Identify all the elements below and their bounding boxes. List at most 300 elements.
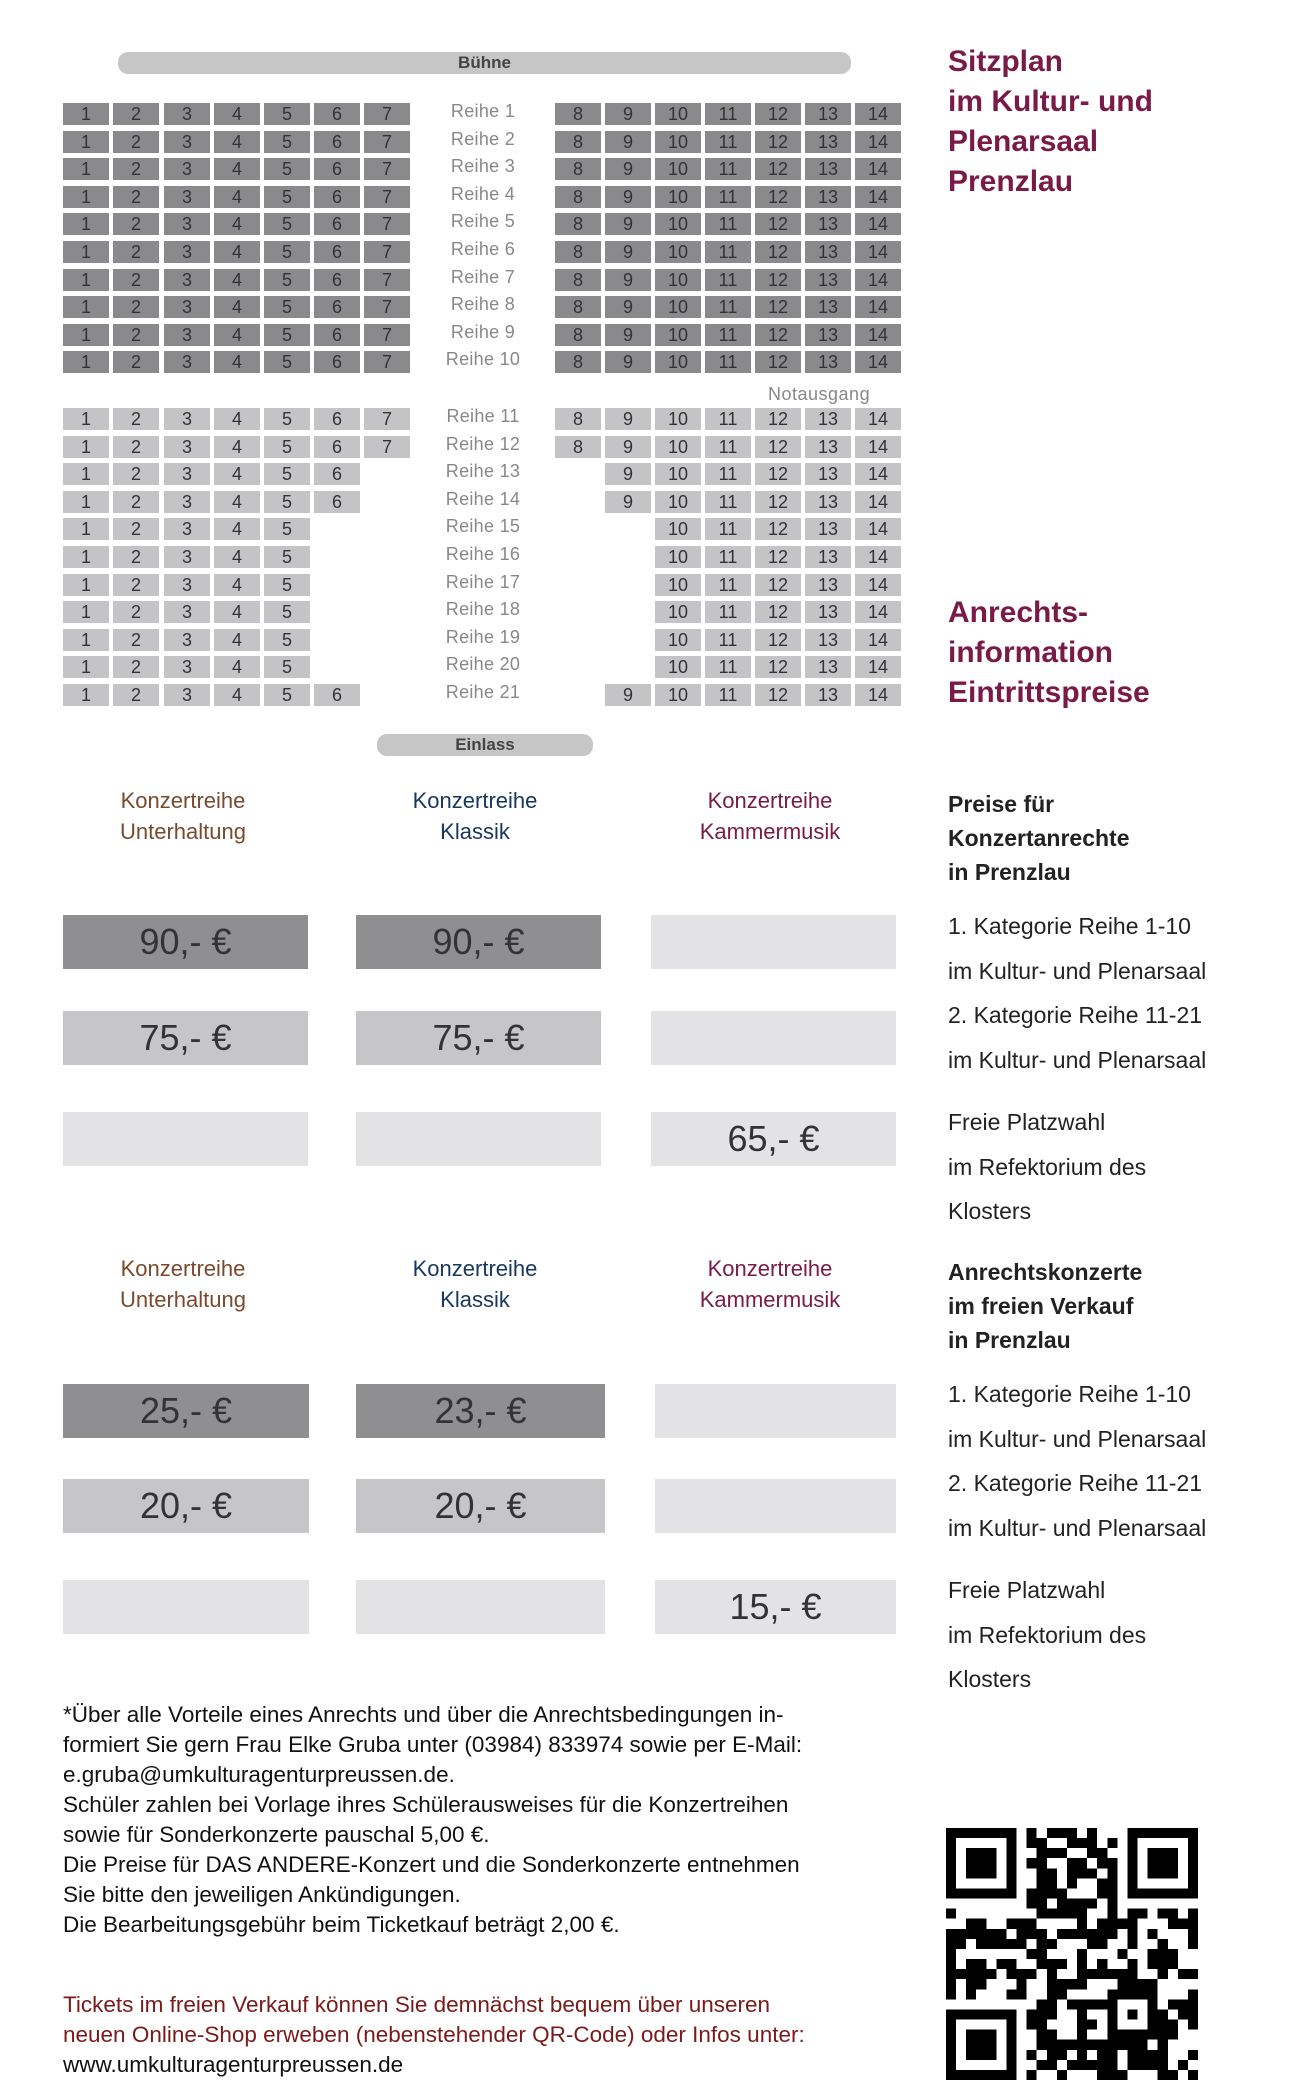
- seat: 1: [63, 601, 109, 623]
- seat: 13: [805, 546, 851, 568]
- seat: 6: [314, 463, 360, 485]
- seat: 12: [755, 131, 801, 153]
- seat: 9: [605, 324, 651, 346]
- seat: 9: [605, 491, 651, 513]
- seat: 10: [655, 546, 701, 568]
- seat: 8: [555, 131, 601, 153]
- seat: 8: [555, 213, 601, 235]
- seat: 1: [63, 684, 109, 706]
- seat: 10: [655, 296, 701, 318]
- seat: 8: [555, 296, 601, 318]
- seat: 1: [63, 158, 109, 180]
- section-heading-line: im freien Verkauf: [948, 1293, 1134, 1319]
- seat: 11: [705, 463, 751, 485]
- seat: 6: [314, 436, 360, 458]
- seat: 12: [755, 463, 801, 485]
- seat: 5: [264, 213, 310, 235]
- seat: 5: [264, 241, 310, 263]
- entrance-label: Einlass: [455, 735, 515, 754]
- seat: 11: [705, 324, 751, 346]
- info-line: 2. Kategorie Reihe 11-21: [948, 1470, 1203, 1496]
- website-link[interactable]: www.umkulturagenturpreussen.de: [63, 2052, 404, 2077]
- seat: 1: [63, 491, 109, 513]
- column-header-line: Konzertreihe: [120, 1256, 246, 1281]
- price-klassik-kat2: 75,- €: [356, 1011, 601, 1065]
- seat: 2: [113, 574, 159, 596]
- footnote: [63, 1700, 903, 1940]
- seat: 14: [855, 601, 901, 623]
- section-heading-line: Konzertanrechte: [948, 825, 1130, 851]
- price-klassik-frei: [356, 1580, 605, 1634]
- seat: 4: [214, 629, 260, 651]
- info-line: Freie Platzwahl: [948, 1577, 1106, 1603]
- seat: 13: [805, 463, 851, 485]
- seat: 14: [855, 269, 901, 291]
- row-label: Reihe 20: [445, 654, 521, 675]
- seat: 4: [214, 131, 260, 153]
- info-line: Klosters: [948, 1666, 1032, 1692]
- seat: 10: [655, 158, 701, 180]
- seat: 13: [805, 629, 851, 651]
- seat: 3: [164, 158, 210, 180]
- row-label: Reihe 13: [445, 461, 521, 482]
- column-header-line: Kammermusik: [699, 1287, 841, 1312]
- seat: 4: [214, 436, 260, 458]
- seat: 5: [264, 269, 310, 291]
- seat: 9: [605, 241, 651, 263]
- row-label: Reihe 9: [450, 321, 516, 342]
- seat: 4: [214, 408, 260, 430]
- seat: 3: [164, 269, 210, 291]
- seat: 7: [364, 131, 410, 153]
- seat: 3: [164, 601, 210, 623]
- row-label: Reihe 8: [450, 294, 516, 315]
- title-line: im Kultur- und: [948, 85, 1153, 118]
- seat: 6: [314, 351, 360, 373]
- seat: 9: [605, 436, 651, 458]
- seat: 14: [855, 574, 901, 596]
- row-label: Reihe 14: [445, 488, 521, 509]
- footnote-line: Schüler zahlen bei Vorlage ihres Schülerausweises für die Konzertreihen: [63, 1792, 789, 1817]
- seat: 4: [214, 351, 260, 373]
- column-header-unterhaltung: [58, 1253, 308, 1315]
- price-kammermusik-frei: 15,- €: [655, 1580, 896, 1634]
- seat: 11: [705, 574, 751, 596]
- info-line: Freie Platzwahl: [948, 1109, 1106, 1135]
- column-header-kammermusik: [645, 785, 895, 847]
- seat: 9: [605, 158, 651, 180]
- seat: 14: [855, 408, 901, 430]
- seat: 7: [364, 408, 410, 430]
- seat: 5: [264, 436, 310, 458]
- seat: 8: [555, 241, 601, 263]
- row-label: Reihe 6: [450, 239, 516, 259]
- seat: 13: [805, 408, 851, 430]
- column-header-kammermusik: [645, 1253, 895, 1315]
- seat: 8: [555, 186, 601, 208]
- seat: 10: [655, 408, 701, 430]
- seat: 5: [264, 131, 310, 153]
- seat: 11: [705, 684, 751, 706]
- entrance-bar: [377, 734, 593, 756]
- seat: 3: [164, 351, 210, 373]
- footnote-line: *Über alle Vorteile eines Anrechts und über die Anrechtsbedingungen in-: [63, 1702, 784, 1727]
- seat: 3: [164, 296, 210, 318]
- seat: 12: [755, 351, 801, 373]
- seat: 13: [805, 213, 851, 235]
- seat: 4: [214, 241, 260, 263]
- seat: 7: [364, 158, 410, 180]
- seat: 4: [214, 269, 260, 291]
- seat: 4: [214, 656, 260, 678]
- price-kammermusik-frei: 65,- €: [651, 1112, 896, 1166]
- price-klassik-frei: [356, 1112, 601, 1166]
- seat: 1: [63, 408, 109, 430]
- seat: 4: [214, 491, 260, 513]
- subtitle-line: Anrechts-: [948, 596, 1089, 629]
- column-header-line: Konzertreihe: [412, 788, 538, 813]
- section2-heading: [948, 1255, 1142, 1357]
- seat: 2: [113, 601, 159, 623]
- seat: 10: [655, 574, 701, 596]
- row-label: Reihe 15: [445, 516, 521, 537]
- seat: 3: [164, 436, 210, 458]
- seat: 13: [805, 296, 851, 318]
- seat: 13: [805, 324, 851, 346]
- seat: 6: [314, 186, 360, 208]
- seat: 1: [63, 629, 109, 651]
- seat: 10: [655, 213, 701, 235]
- seat: 1: [63, 186, 109, 208]
- seat: 1: [63, 131, 109, 153]
- seat: 14: [855, 491, 901, 513]
- seat: 5: [264, 103, 310, 125]
- info-line: 1. Kategorie Reihe 1-10: [948, 1381, 1191, 1407]
- seat: 11: [705, 241, 751, 263]
- seat: 9: [605, 463, 651, 485]
- seat: 3: [164, 684, 210, 706]
- price-unterhaltung-kat2: 75,- €: [63, 1011, 308, 1065]
- seat: 9: [605, 213, 651, 235]
- seat: 6: [314, 684, 360, 706]
- seat: 12: [755, 296, 801, 318]
- seat: 11: [705, 296, 751, 318]
- seat: 11: [705, 103, 751, 125]
- seat: 8: [555, 103, 601, 125]
- seat: 3: [164, 324, 210, 346]
- seat: 2: [113, 241, 159, 263]
- seat: 2: [113, 491, 159, 513]
- seat: 4: [214, 574, 260, 596]
- row-label: Reihe 16: [445, 544, 521, 564]
- row-label: Reihe 21: [445, 682, 521, 702]
- section2-free-seating-info: [948, 1568, 1146, 1702]
- seat: 4: [214, 684, 260, 706]
- seat: 12: [755, 103, 801, 125]
- seat: 13: [805, 158, 851, 180]
- column-header-line: Konzertreihe: [412, 1256, 538, 1281]
- seat: 11: [705, 436, 751, 458]
- seat: 13: [805, 601, 851, 623]
- section1-heading: [948, 787, 1129, 889]
- footnote-line: sowie für Sonderkonzerte pauschal 5,00 €.: [63, 1822, 490, 1847]
- seat: 13: [805, 574, 851, 596]
- seat: 7: [364, 186, 410, 208]
- seat: 5: [264, 158, 310, 180]
- seat: 14: [855, 213, 901, 235]
- seat: 2: [113, 684, 159, 706]
- seat: 5: [264, 324, 310, 346]
- seat: 1: [63, 324, 109, 346]
- info-line: Klosters: [948, 1198, 1032, 1224]
- seat: 6: [314, 269, 360, 291]
- seat: 5: [264, 296, 310, 318]
- seat: 1: [63, 546, 109, 568]
- price-klassik-kat1: 23,- €: [356, 1384, 605, 1438]
- column-header-line: Kammermusik: [699, 819, 841, 844]
- column-header-line: Unterhaltung: [120, 819, 246, 844]
- row-label: Reihe 12: [445, 433, 521, 454]
- seat: 11: [705, 546, 751, 568]
- seat: 6: [314, 213, 360, 235]
- seat: 5: [264, 629, 310, 651]
- column-header-line: Konzertreihe: [707, 1256, 833, 1281]
- seat: 6: [314, 408, 360, 430]
- seat: 5: [264, 574, 310, 596]
- seat: 7: [364, 351, 410, 373]
- seat: 4: [214, 186, 260, 208]
- ticket-info-line: neuen Online-Shop erweben (nebenstehender QR-Code) oder Infos unter:: [63, 2022, 805, 2047]
- seat: 5: [264, 351, 310, 373]
- seat: 2: [113, 158, 159, 180]
- seat: 12: [755, 186, 801, 208]
- seat: 5: [264, 684, 310, 706]
- column-header-klassik: [350, 785, 600, 847]
- seat: 10: [655, 103, 701, 125]
- seat: 4: [214, 463, 260, 485]
- seat: 8: [555, 324, 601, 346]
- column-header-line: Unterhaltung: [120, 1287, 246, 1312]
- seat: 1: [63, 463, 109, 485]
- seat: 13: [805, 269, 851, 291]
- seat: 8: [555, 269, 601, 291]
- seat: 6: [314, 158, 360, 180]
- seat: 3: [164, 131, 210, 153]
- seat: 10: [655, 269, 701, 291]
- section-heading-line: Preise für: [948, 791, 1055, 817]
- seat: 12: [755, 324, 801, 346]
- price-klassik-kat2: 20,- €: [356, 1479, 605, 1533]
- seat: 2: [113, 518, 159, 540]
- column-header-line: Konzertreihe: [707, 788, 833, 813]
- seat: 10: [655, 324, 701, 346]
- seat: 5: [264, 186, 310, 208]
- footnote-line: Die Preise für DAS ANDERE-Konzert und die Sonderkonzerte entnehmen: [63, 1852, 800, 1877]
- seat: 9: [605, 408, 651, 430]
- seat: 2: [113, 103, 159, 125]
- seat: 10: [655, 351, 701, 373]
- seat: 5: [264, 463, 310, 485]
- seat: 9: [605, 684, 651, 706]
- footnote-line: e.gruba@umkulturagenturpreussen.de.: [63, 1762, 455, 1787]
- seat: 4: [214, 518, 260, 540]
- seat: 3: [164, 574, 210, 596]
- seat: 11: [705, 131, 751, 153]
- seat: 12: [755, 546, 801, 568]
- seat: 2: [113, 436, 159, 458]
- ticket-info-line: Tickets im freien Verkauf können Sie demnächst bequem über unseren: [63, 1992, 771, 2017]
- seat: 12: [755, 574, 801, 596]
- footnote-line: Sie bitte den jeweiligen Ankündigungen.: [63, 1882, 461, 1907]
- section1-free-seating-info: [948, 1100, 1146, 1234]
- price-unterhaltung-kat2: 20,- €: [63, 1479, 309, 1533]
- stage-label: Bühne: [458, 53, 511, 72]
- seat: 1: [63, 656, 109, 678]
- row-label: Reihe 5: [450, 211, 516, 232]
- seat: 8: [555, 351, 601, 373]
- seat: 14: [855, 463, 901, 485]
- seat: 12: [755, 158, 801, 180]
- seat: 14: [855, 546, 901, 568]
- row-label: Reihe 11: [446, 406, 520, 426]
- title-line: Prenzlau: [948, 165, 1074, 198]
- seat: 2: [113, 546, 159, 568]
- qr-code-icon[interactable]: [946, 1828, 1198, 2080]
- seat: 12: [755, 518, 801, 540]
- seat: 6: [314, 296, 360, 318]
- seat: 14: [855, 684, 901, 706]
- seat: 5: [264, 491, 310, 513]
- seat: 14: [855, 351, 901, 373]
- seat: 12: [755, 629, 801, 651]
- seat: 10: [655, 186, 701, 208]
- seat: 6: [314, 241, 360, 263]
- seat: 12: [755, 656, 801, 678]
- stage-bar: [118, 52, 851, 74]
- seat: 7: [364, 296, 410, 318]
- footnote-line: Die Bearbeitungsgebühr beim Ticketkauf beträgt 2,00 €.: [63, 1912, 620, 1937]
- seat: 4: [214, 158, 260, 180]
- seat: 11: [705, 656, 751, 678]
- seat: 14: [855, 158, 901, 180]
- seat: 12: [755, 436, 801, 458]
- row-label: Reihe 7: [450, 266, 516, 287]
- info-line: 2. Kategorie Reihe 11-21: [948, 1002, 1203, 1028]
- seat: 6: [314, 491, 360, 513]
- seat: 10: [655, 436, 701, 458]
- seat: 2: [113, 186, 159, 208]
- seat: 6: [314, 103, 360, 125]
- seat: 10: [655, 491, 701, 513]
- seat: 1: [63, 351, 109, 373]
- seat: 2: [113, 408, 159, 430]
- seat: 11: [705, 213, 751, 235]
- row-label: Reihe 19: [445, 626, 521, 647]
- row-label: Reihe 10: [445, 349, 521, 370]
- seat: 13: [805, 491, 851, 513]
- column-header-line: Klassik: [440, 1287, 510, 1312]
- seat: 3: [164, 629, 210, 651]
- section-heading-line: Anrechtskonzerte: [948, 1259, 1143, 1285]
- seat: 10: [655, 629, 701, 651]
- seat: 2: [113, 656, 159, 678]
- info-line: im Refektorium des: [948, 1153, 1147, 1180]
- section1-category-info: [948, 904, 1206, 1082]
- seat: 3: [164, 463, 210, 485]
- seat: 12: [755, 684, 801, 706]
- seat: 9: [605, 269, 651, 291]
- subtitle-line: Eintrittspreise: [948, 676, 1150, 709]
- seat: 2: [113, 296, 159, 318]
- seat: 4: [214, 546, 260, 568]
- info-line: im Kultur- und Plenarsaal: [948, 1046, 1207, 1073]
- seat: 4: [214, 601, 260, 623]
- seat: 1: [63, 103, 109, 125]
- seat: 2: [113, 629, 159, 651]
- seat: 9: [605, 131, 651, 153]
- seat: 11: [705, 351, 751, 373]
- seat: 11: [705, 158, 751, 180]
- price-kammermusik-kat2: [651, 1011, 896, 1065]
- seat: 10: [655, 684, 701, 706]
- seat: 14: [855, 656, 901, 678]
- seat: 5: [264, 408, 310, 430]
- section2-category-info: [948, 1372, 1206, 1550]
- price-klassik-kat1: 90,- €: [356, 915, 601, 969]
- title-line: Sitzplan: [948, 45, 1064, 78]
- seat: 2: [113, 351, 159, 373]
- column-header-line: Konzertreihe: [120, 788, 246, 813]
- seat: 14: [855, 324, 901, 346]
- title-line: Plenarsaal: [948, 125, 1099, 158]
- seat: 2: [113, 324, 159, 346]
- row-label: Reihe 4: [450, 183, 516, 204]
- price-unterhaltung-frei: [63, 1580, 309, 1634]
- seat: 2: [113, 269, 159, 291]
- seat: 14: [855, 436, 901, 458]
- seat: 2: [113, 463, 159, 485]
- seat: 11: [705, 601, 751, 623]
- footnote-line: formiert Sie gern Frau Elke Gruba unter (03984) 833974 sowie per E-Mail:: [63, 1732, 803, 1757]
- seat: 2: [113, 213, 159, 235]
- page-subtitle: [948, 593, 1150, 713]
- column-header-line: Klassik: [440, 819, 510, 844]
- seat: 7: [364, 103, 410, 125]
- info-line: 1. Kategorie Reihe 1-10: [948, 913, 1191, 939]
- seat: 1: [63, 269, 109, 291]
- seat: 10: [655, 241, 701, 263]
- row-label: Reihe 18: [445, 599, 521, 620]
- seat: 8: [555, 408, 601, 430]
- emergency-exit-label: Notausgang: [768, 384, 871, 404]
- seat: 11: [705, 629, 751, 651]
- column-header-unterhaltung: [58, 785, 308, 847]
- seat: 11: [705, 491, 751, 513]
- price-kammermusik-kat1: [655, 1384, 896, 1438]
- seat: 7: [364, 213, 410, 235]
- seat: 5: [264, 518, 310, 540]
- seat: 13: [805, 656, 851, 678]
- price-unterhaltung-kat1: 25,- €: [63, 1384, 309, 1438]
- seat: 1: [63, 574, 109, 596]
- seat: 7: [364, 241, 410, 263]
- seat: 3: [164, 241, 210, 263]
- seat: 1: [63, 241, 109, 263]
- seat: 7: [364, 324, 410, 346]
- seat: 13: [805, 131, 851, 153]
- seat: 13: [805, 103, 851, 125]
- seat: 13: [805, 436, 851, 458]
